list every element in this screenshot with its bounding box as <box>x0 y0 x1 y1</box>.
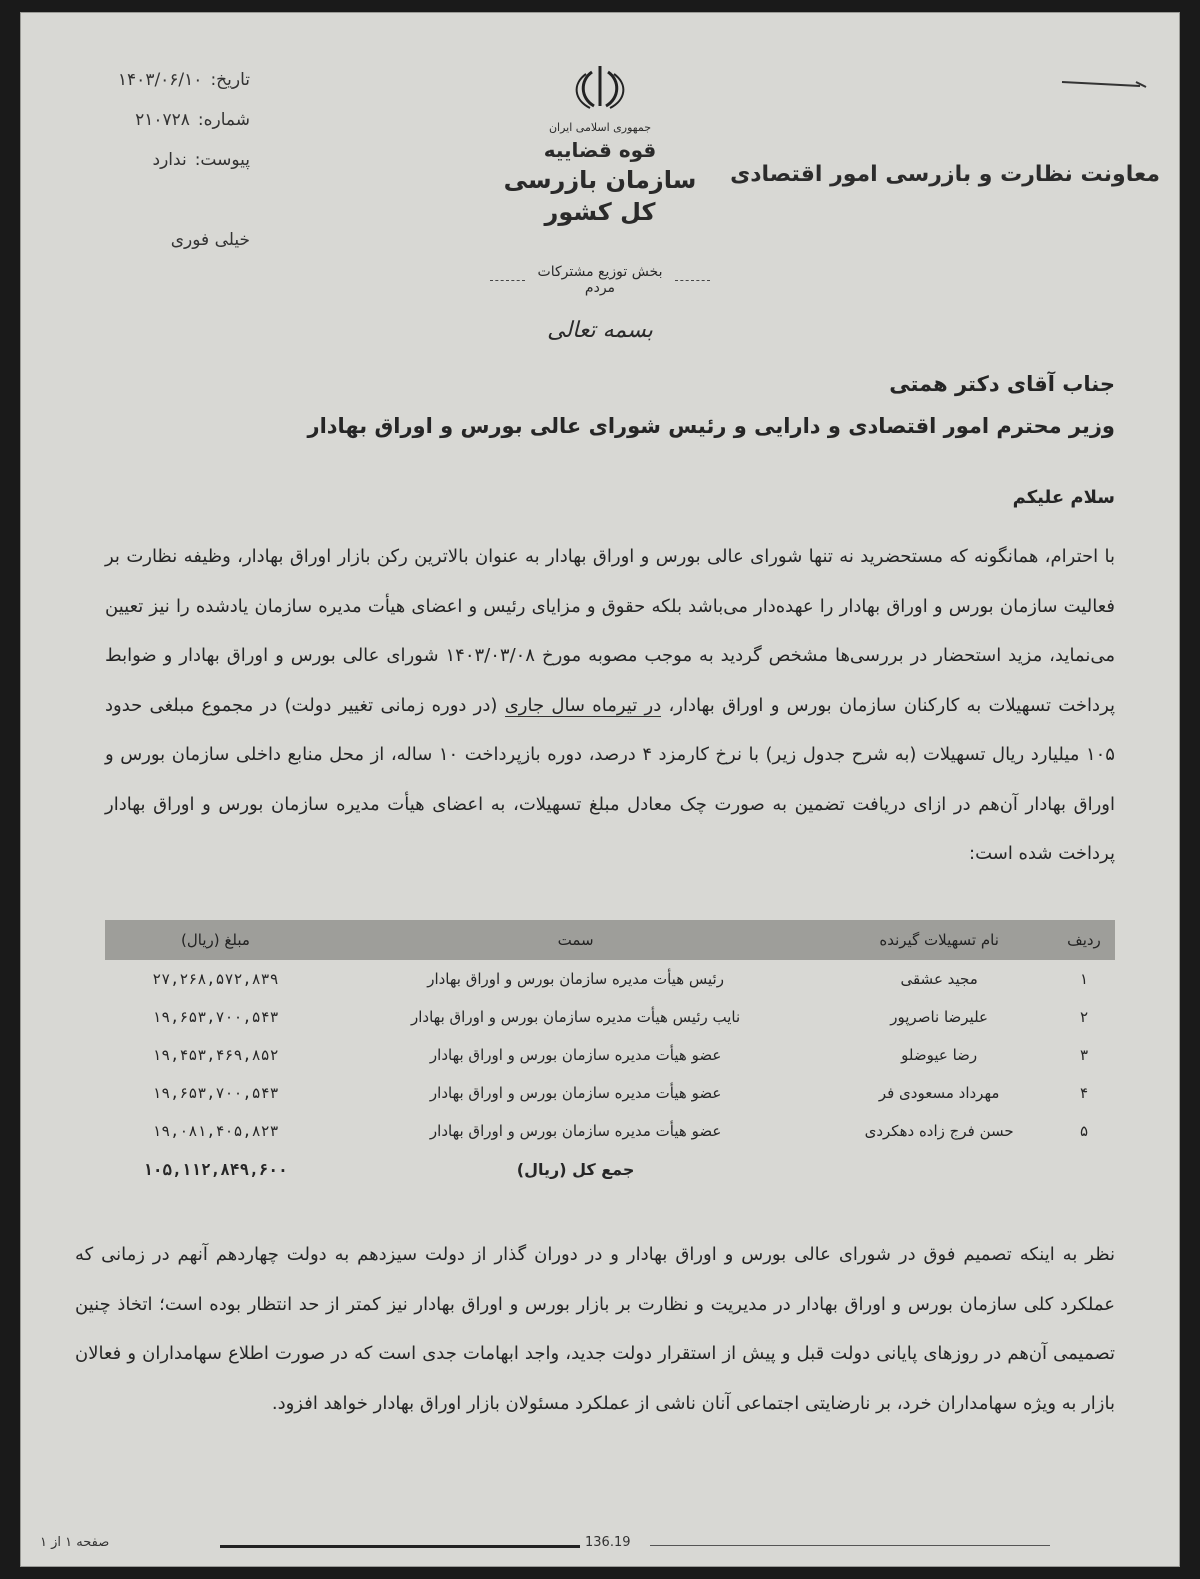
cell-amount: ۱۹,۴۵۳,۴۶۹,۸۵۲ <box>152 1046 279 1064</box>
cell-amount: ۱۹,۶۵۳,۷۰۰,۵۴۳ <box>152 1008 279 1026</box>
cell-name: مهرداد مسعودی فر <box>878 1084 1000 1102</box>
header-amount: مبلغ (ریال) <box>105 920 326 960</box>
cell-row: ۴ <box>1079 1084 1089 1102</box>
cell-position: نایب رئیس هیأت مدیره سازمان بورس و اوراق بهادار <box>411 1008 741 1026</box>
cell-amount: ۱۹,۰۸۱,۴۰۵,۸۲۳ <box>152 1122 279 1140</box>
urgency-text: خیلی فوری <box>170 230 250 250</box>
cell-row: ۵ <box>1079 1122 1089 1140</box>
divider-line-right <box>675 280 710 281</box>
divider-line-left <box>490 280 525 281</box>
footer-bar <box>220 1545 580 1548</box>
attachment-label: پیوست: <box>194 150 250 170</box>
cell-name: علیرضا ناصرپور <box>890 1008 988 1026</box>
cell-name: حسن فرج زاده دهکردی <box>864 1122 1014 1140</box>
table-row <box>105 960 1115 998</box>
number-label: شماره: <box>197 110 250 130</box>
paragraph-1-after: (در دوره زمانی تغییر دولت) در مجموع مبلغی حدود ۱۰۵ میلیارد ریال تسهیلات (به شرح جدول زیر) با نرخ کارمزد ۴ درصد، دوره بازپرداخت ۱۰ ساله، از محل منابع داخلی سازمان بورس و اوراق بهادار آن‌هم در ازای دریافت تضمین به صورت چک معادل مبلغ تسهیلات، به اعضای هیأت مدیره سازمان بورس و اوراق بهادار پرداخت شده است: <box>105 694 1115 864</box>
department-title: معاونت نظارت و بازرسی امور اقتصادی <box>730 162 1160 187</box>
date-row <box>70 60 250 100</box>
cell-position: رئیس هیأت مدیره سازمان بورس و اوراق بهادار <box>427 970 724 988</box>
table-row <box>105 998 1115 1036</box>
cell-amount: ۲۷,۲۶۸,۵۷۲,۸۳۹ <box>152 970 279 988</box>
recipient-name: جناب آقای دکتر همتی <box>889 372 1115 396</box>
paragraph-1 <box>105 532 1115 879</box>
cell-row: ۲ <box>1079 1008 1089 1026</box>
paragraph-1-before: با احترام، همانگونه که مستحضرید نه تنها شورای عالی بورس و اوراق بهادار به عنوان بالاترین رکن بازار اوراق بهادار، وظیفه نظارت بر فعالیت سازمان بورس و اوراق بهادار را عهده‌دار می‌باشد بلکه حقوق و مزایای رئیس و اعضای هیأت مدیره سازمان یادشده را نیز تعیین می‌نماید، مزید استحضار در بررسی‌ها مشخص گردید به موجب مصوبه مورخ ۱۴۰۳/۰۳/۰۸ شورای عالی بورس و اوراق بهادار و ضوابط پرداخت تسهیلات به کارکنان سازمان بورس و اوراق بهادار، <box>105 546 1116 716</box>
header-name: نام تسهیلات گیرنده <box>825 920 1053 960</box>
cell-name: رضا عیوضلو <box>901 1046 978 1064</box>
header-row-number: ردیف <box>1053 920 1115 960</box>
salutation: سلام علیکم <box>1012 487 1115 508</box>
table-total-row <box>105 1150 1115 1188</box>
cell-position: عضو هیأت مدیره سازمان بورس و اوراق بهادار <box>429 1084 722 1102</box>
cell-row: ۳ <box>1079 1046 1089 1064</box>
total-label: جمع کل (ریال) <box>516 1159 635 1179</box>
letterhead-emblem <box>490 62 710 343</box>
letter-page <box>20 12 1180 1567</box>
distribution-divider <box>490 264 710 296</box>
footer-line <box>650 1545 1050 1546</box>
letter-header-meta <box>70 60 250 260</box>
paragraph-1-underlined: در تیرماه سال جاری <box>504 694 662 716</box>
number-value: ۲۱۰۷۲۸ <box>135 110 190 130</box>
cell-name: مجید عشقی <box>900 970 978 988</box>
pen-mark-icon <box>1060 72 1150 92</box>
page-footer <box>40 1535 1160 1559</box>
table-row <box>105 1074 1115 1112</box>
paragraph-2: نظر به اینکه تصمیم فوق در شورای عالی بورس و اوراق بهادار و در دوران گذار از دولت سیزدهم به دولت چهاردهم آنهم در زمانی که عملکرد کلی سازمان بورس و اوراق بهادار در مدیریت و نظارت بر بازار بورس و اوراق بهادار نیز کمتر از حد انتظار بوده است؛ اتخاذ چنین تصمیمی آن‌هم در روزهای پایانی دولت قبل و پیش از استقرار دولت جدید، واجد ابهامات جدی است که در صورت اطلاع سهامداران و فعالان بازار به ویژه سهامداران خرد، بر نارضایتی اجتماعی آنان ناشی از عملکرد مسئولان بازار اوراق بهادار خواهد افزود. <box>75 1244 1115 1414</box>
judiciary-text: قوه قضاییه <box>543 138 657 162</box>
republic-text: جمهوری اسلامی ایران <box>548 121 652 134</box>
footer-code: 136.19 <box>585 1535 631 1550</box>
attachment-row <box>70 140 250 180</box>
cell-empty <box>825 1150 1053 1188</box>
header-position: سمت <box>326 920 825 960</box>
total-amount: ۱۰۵,۱۱۲,۸۴۹,۶۰۰ <box>143 1159 288 1179</box>
number-row <box>70 100 250 140</box>
taala-text: بسمه تعالی <box>547 318 653 343</box>
organization-text: سازمان بازرسی کل کشور <box>503 166 697 226</box>
date-label: تاریخ: <box>210 70 250 90</box>
loans-table <box>105 920 1115 1188</box>
distribution-text: بخش توزیع مشترکات مردم <box>537 264 663 296</box>
recipient-block <box>80 372 1115 438</box>
attachment-value: ندارد <box>152 150 187 170</box>
cell-amount: ۱۹,۶۵۳,۷۰۰,۵۴۳ <box>152 1084 279 1102</box>
table-row <box>105 1112 1115 1150</box>
cell-row: ۱ <box>1079 970 1089 988</box>
table-row <box>105 1036 1115 1074</box>
table-header-row <box>105 920 1115 960</box>
recipient-title: وزیر محترم امور اقتصادی و دارایی و رئیس شورای عالی بورس و اوراق بهادار <box>307 414 1115 438</box>
date-value: ۱۴۰۳/۰۶/۱۰ <box>117 70 203 90</box>
urgency-note <box>70 220 250 260</box>
cell-empty <box>1053 1150 1115 1188</box>
iran-emblem-icon <box>570 62 630 112</box>
cell-position: عضو هیأت مدیره سازمان بورس و اوراق بهادار <box>429 1046 722 1064</box>
cell-position: عضو هیأت مدیره سازمان بورس و اوراق بهادار <box>429 1122 722 1140</box>
page-number: صفحه ۱ از ۱ <box>40 1535 110 1550</box>
